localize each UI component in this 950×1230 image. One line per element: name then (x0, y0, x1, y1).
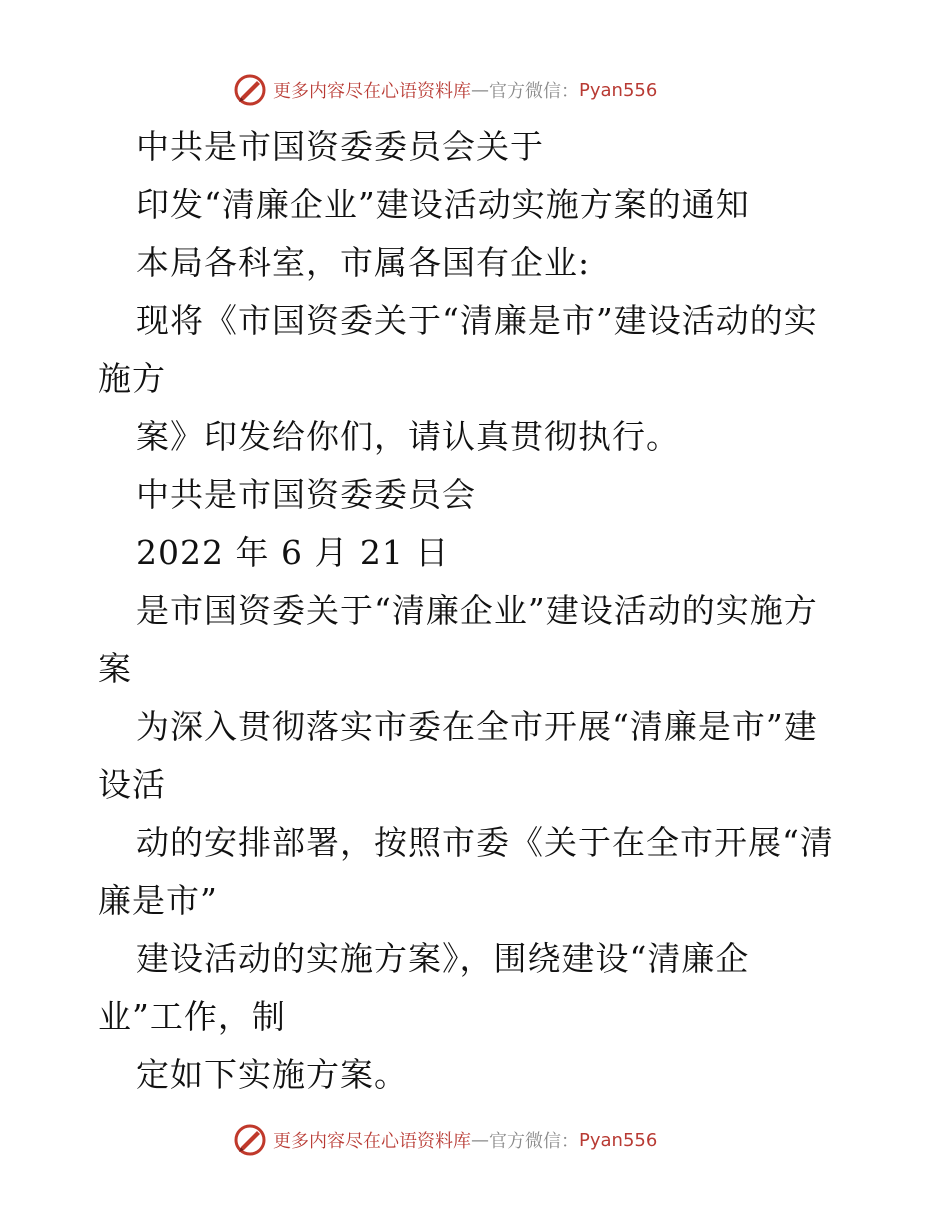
document-line: 案 (98, 649, 132, 688)
document-line: 建设活动的实施方案》，围绕建设“清廉企 (136, 939, 750, 978)
document-body (98, 118, 858, 1104)
pen-logo-icon (233, 73, 267, 107)
document-line: 本局各科室，市属各国有企业: (136, 243, 591, 282)
watermark-wechat-label: 官方微信： (489, 81, 579, 102)
watermark-wechat-label: 官方微信： (489, 1131, 579, 1152)
document-line: 案》印发给你们，请认真贯彻执行。 (136, 417, 680, 456)
watermark-main-text: 更多内容尽在心语资料库 (273, 81, 471, 102)
document-line: 定如下实施方案。 (136, 1055, 408, 1094)
document-line: 现将《市国资委关于“清廉是市”建设活动的实 (136, 301, 818, 340)
document-line: 廉是市” (98, 881, 218, 920)
header-watermark (233, 72, 753, 108)
watermark-dash: — (471, 79, 489, 101)
document-line: 中共是市国资委委员会关于 (136, 127, 544, 166)
watermark-main-text: 更多内容尽在心语资料库 (273, 1131, 471, 1152)
document-line: 中共是市国资委委员会 (136, 475, 476, 514)
watermark-dash: — (471, 1129, 489, 1151)
document-line: 印发“清廉企业”建设活动实施方案的通知 (136, 185, 750, 224)
document-line: 动的安排部署，按照市委《关于在全市开展“清 (136, 823, 834, 862)
watermark-wechat-id: Pyan556 (579, 1129, 658, 1151)
document-line: 2022 年 6 月 21 日 (136, 533, 450, 572)
document-line: 施方 (98, 359, 166, 398)
document-line: 为深入贯彻落实市委在全市开展“清廉是市”建 (136, 707, 818, 746)
pen-logo-icon (233, 1123, 267, 1157)
document-line: 是市国资委关于“清廉企业”建设活动的实施方 (136, 591, 818, 630)
document-line: 业”工作，制 (98, 997, 286, 1036)
footer-watermark (233, 1122, 753, 1158)
document-line: 设活 (98, 765, 166, 804)
watermark-wechat-id: Pyan556 (579, 79, 658, 101)
